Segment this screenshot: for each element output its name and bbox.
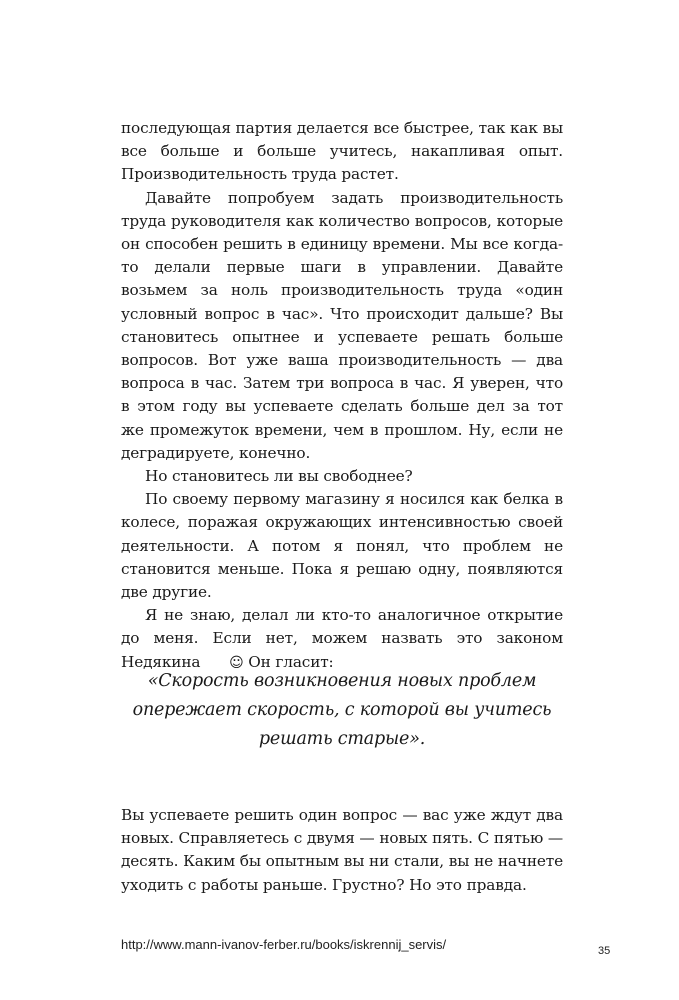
paragraph-question: Но становитесь ли вы свободнее? — [145, 467, 413, 486]
page-number: 35 — [598, 945, 611, 957]
law-intro: Он гласит: — [248, 652, 334, 671]
footer-url: http://www.mann-ivanov-ferber.ru/books/iskrennij_servis/ — [121, 937, 447, 952]
main-text-top — [121, 117, 563, 675]
main-text-bottom — [121, 804, 563, 897]
paragraph-continuation: последующая партия делается все быстрее, так как вы все больше и больше учитесь, накапливая опыт. Производительность труда растет. — [121, 119, 563, 184]
paragraph-conclusion: Вы успеваете решить один вопрос — вас уже ждут два новых. Справляетесь с двумя — новых пять. С пятью — десять. Каким бы опытным вы ни стали, вы не начнете уходить с работы раньше. Грустно? Но это правда. — [121, 806, 563, 894]
paragraph-law — [121, 604, 563, 675]
paragraph-law-text: Я не знаю, делал ли кто-то аналогичное открытие до меня. Если нет, можем назвать это законом Недякина — [121, 606, 563, 671]
paragraph-productivity: Давайте попробуем задать производительность труда руководителя как количество вопросов, которые он способен решить в единицу времени. Мы все когда-то делали первые шаги в управлении. Давайте возьмем за ноль производительность труда «один условный вопрос в час». Что происходит дальше? Вы становитесь опытнее и успеваете решать больше вопросов. Вот уже ваша производительность — два вопроса в час. Затем три вопроса в час. Я уверен, что в этом году вы успеваете сделать больше дел за тот же промежуток времени, чем в прошлом. Ну, если не деградируете, конечно. — [121, 188, 563, 462]
paragraph-first-store: По своему первому магазину я носился как белка в колесе, поражая окружающих интенсивностью своей деятельности. А потом я понял, что проблем не становится меньше. Пока я решаю одну, появляются две другие. — [121, 490, 563, 602]
law-quote: «Скорость возникновения новых проблем опережает скорость, с которой вы учитесь решать старые». — [132, 671, 552, 749]
smiley-icon: ☺ — [229, 654, 244, 671]
